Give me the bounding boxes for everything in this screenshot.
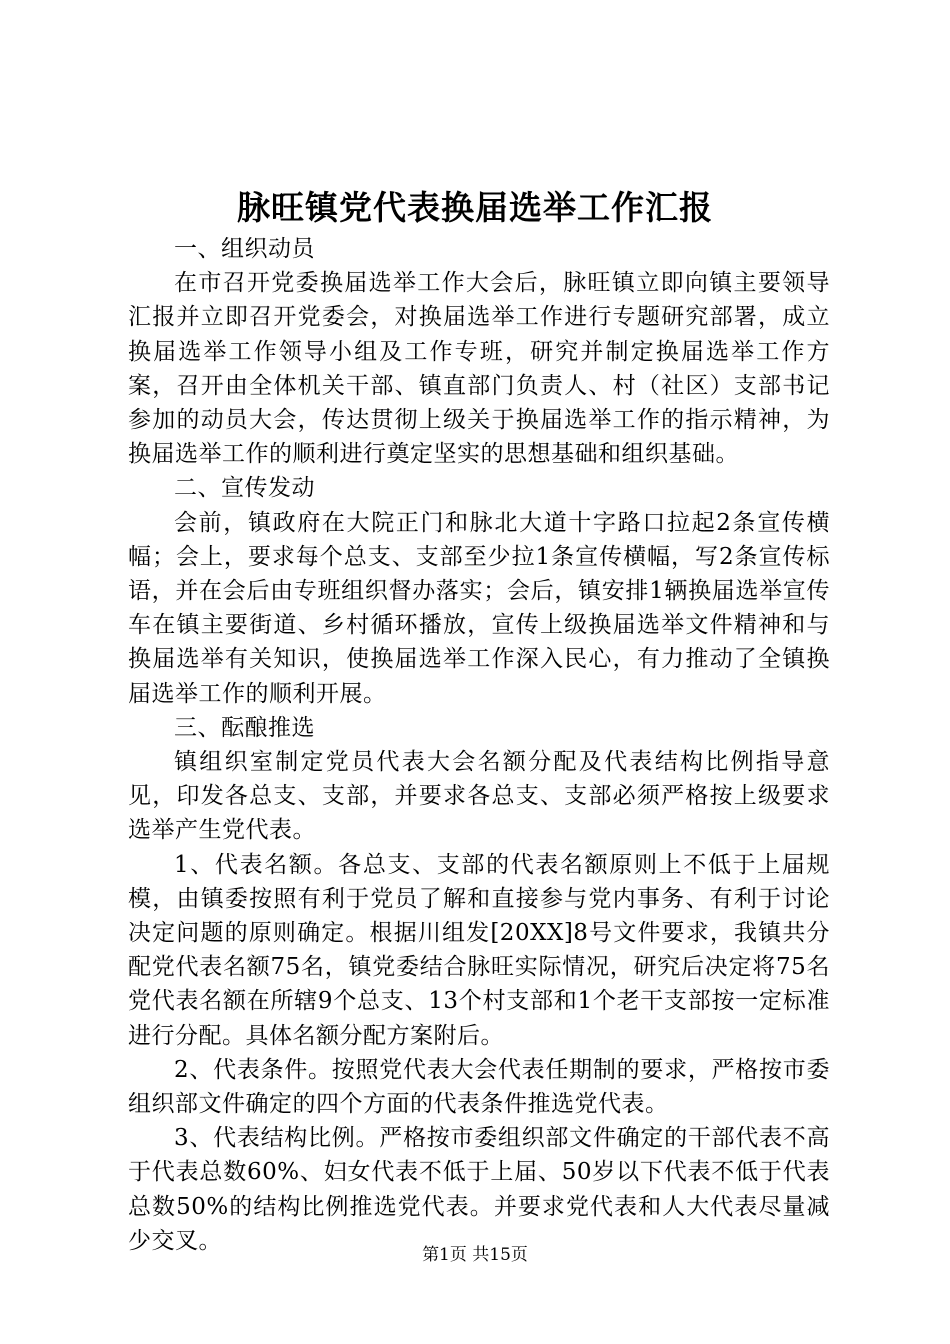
list-item-2: 2、代表条件。按照党代表大会代表任期制的要求，严格按市委组织部文件确定的四个方面的代表条件推选党代表。 <box>128 1056 830 1118</box>
list-item-3: 3、代表结构比例。严格按市委组织部文件确定的干部代表不高于代表总数60%、妇女代表不低于上届、50岁以下代表不低于代表总数50%的结构比例推选党代表。并要求党代表和人大代表尽量减少交叉。 <box>128 1125 830 1254</box>
document-body <box>128 232 830 1258</box>
paragraph-3: 镇组织室制定党员代表大会名额分配及代表结构比例指导意见，印发各总支、支部，并要求各总支、支部必须严格按上级要求选举产生党代表。 <box>128 749 830 844</box>
section-heading-2: 二、宣传发动 <box>174 475 315 502</box>
list-item-1: 1、代表名额。各总支、支部的代表名额原则上不低于上届规模，由镇委按照有利于党员了解和直接参与党内事务、有利于讨论决定问题的原则确定。根据川组发[20XX]8号文件要求，我镇共分配党代表名额75名，镇党委结合脉旺实际情况，研究后决定将75名党代表名额在所辖9个总支、13个村支部和1个老干支部按一定标准进行分配。具体名额分配方案附后。 <box>128 851 830 1049</box>
paragraph-2: 会前，镇政府在大院正门和脉北大道十字路口拉起2条宣传横幅；会上，要求每个总支、支部至少拉1条宣传横幅，写2条宣传标语，并在会后由专班组织督办落实；会后，镇安排1辆换届选举宣传车在镇主要街道、乡村循环播放，宣传上级换届选举文件精神和与换届选举有关知识，使换届选举工作深入民心，有力推动了全镇换届选举工作的顺利开展。 <box>128 509 830 707</box>
document-title: 脉旺镇党代表换届选举工作汇报 <box>237 188 713 227</box>
section-heading-1: 一、组织动员 <box>174 236 315 262</box>
section-heading-3: 三、酝酿推选 <box>174 714 315 741</box>
page-indicator: 第1页 共15页 <box>422 1245 528 1265</box>
paragraph-1: 在市召开党委换届选举工作大会后，脉旺镇立即向镇主要领导汇报并立即召开党委会，对换届选举工作进行专题研究部署，成立换届选举工作领导小组及工作专班，研究并制定换届选举工作方案，召开由全体机关干部、镇直部门负责人、村（社区）支部书记参加的动员大会，传达贯彻上级关于换届选举工作的指示精神，为换届选举工作的顺利进行奠定坚实的思想基础和组织基础。 <box>128 270 830 468</box>
